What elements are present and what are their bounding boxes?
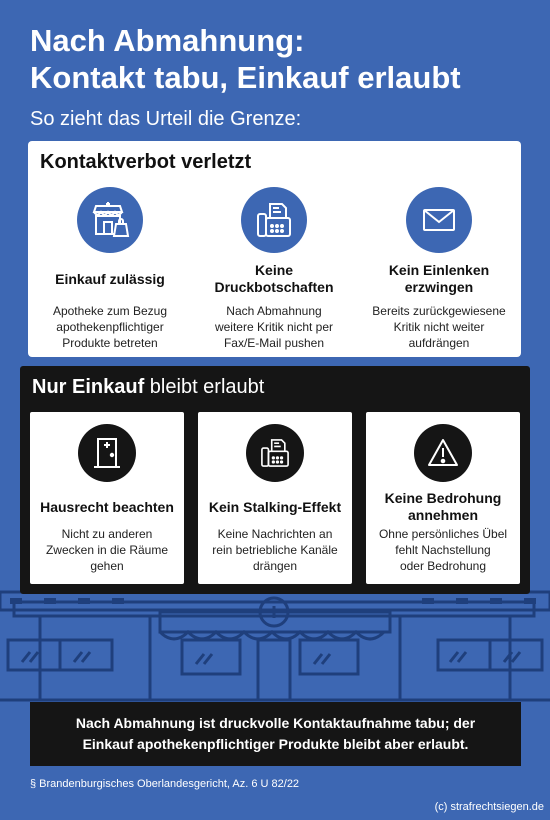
item-description xyxy=(194,303,354,351)
card-no-stalking xyxy=(198,412,352,584)
summary-box xyxy=(30,702,521,766)
fax-machine-icon xyxy=(246,424,304,482)
card-no-threat xyxy=(366,412,520,584)
item-title xyxy=(194,259,354,299)
fax-machine-icon xyxy=(241,187,307,253)
description-line: Produkte betreten xyxy=(62,336,158,350)
card-house-rules xyxy=(30,412,184,584)
description-line: Zwecken in die Räume xyxy=(45,543,169,557)
summary-line-2: Einkauf apothekenpflichtiger Produkte bleibt aber erlaubt. xyxy=(82,736,469,752)
title-line-2: Kontakt tabu, Einkauf erlaubt xyxy=(30,60,461,95)
summary-line-1: Nach Abmahnung ist druckvolle Kontaktaufnahme tabu; der xyxy=(75,715,476,731)
description-line: Apotheke zum Bezug xyxy=(52,304,168,318)
page-subtitle: So zieht das Urteil die Grenze: xyxy=(30,108,302,130)
heading-rest: bleibt erlaubt xyxy=(144,376,265,398)
item-title-line: Kein Einlenken xyxy=(388,262,490,278)
contact-ban-heading: Kontaktverbot verletzt xyxy=(40,151,252,173)
item-no-forced-concession xyxy=(359,187,519,351)
description-line: rein betriebliche Kanäle xyxy=(212,543,338,557)
description-line: Nach Abmahnung xyxy=(226,304,322,318)
court-source: § Brandenburgisches Oberlandesgericht, Az. 6 U 82/22 xyxy=(30,778,300,790)
description-line: Keine Nachrichten an xyxy=(217,527,333,541)
card-description xyxy=(30,526,184,574)
card-title xyxy=(30,488,184,526)
card-title xyxy=(366,488,520,526)
item-title-line: erzwingen xyxy=(404,279,474,295)
card-description xyxy=(366,526,520,574)
card-title-line: Kein Stalking-Effekt xyxy=(208,498,342,515)
card-title xyxy=(198,488,352,526)
item-description xyxy=(359,303,519,351)
card-title-line: annehmen xyxy=(407,507,478,523)
description-line: drängen xyxy=(252,559,298,573)
warning-triangle-icon xyxy=(414,424,472,482)
description-line: Nicht zu anderen xyxy=(61,527,153,541)
purchase-only-panel xyxy=(20,366,530,594)
contact-ban-panel xyxy=(28,141,521,357)
page-title xyxy=(30,22,530,96)
card-description xyxy=(198,526,352,574)
door-icon xyxy=(78,424,136,482)
item-title-line: Druckbotschaften xyxy=(214,279,334,295)
description-line: gehen xyxy=(90,559,124,573)
description-line: apothekenpflichtiger xyxy=(56,320,164,334)
description-line: Fax/E-Mail pushen xyxy=(223,336,325,350)
description-line: fehlt Nachstellung xyxy=(395,543,491,557)
card-title-line: Keine Bedrohung xyxy=(384,490,502,506)
purchase-only-heading xyxy=(32,376,264,399)
description-line: aufdrängen xyxy=(408,336,470,350)
description-line: Kritik nicht weiter xyxy=(393,320,485,334)
description-line: Bereits zurückgewiesene xyxy=(372,304,506,318)
item-no-pressure-messages xyxy=(194,187,354,351)
item-title-line: Einkauf zulässig xyxy=(55,270,165,287)
item-title xyxy=(359,259,519,299)
title-line-1: Nach Abmahnung: xyxy=(30,23,305,58)
item-purchase-allowed xyxy=(30,187,190,351)
heading-bold: Nur Einkauf xyxy=(32,376,145,398)
envelope-icon xyxy=(406,187,472,253)
card-title-line: Hausrecht beachten xyxy=(40,498,174,515)
pharmacy-shop-icon xyxy=(77,187,143,253)
copyright-credit: (c) strafrechtsiegen.de xyxy=(434,801,544,813)
item-title xyxy=(30,259,190,299)
description-line: Ohne persönliches Übel xyxy=(378,527,508,541)
item-title-line: Keine xyxy=(254,262,294,278)
item-description xyxy=(30,303,190,351)
description-line: weitere Kritik nicht per xyxy=(214,320,334,334)
description-line: oder Bedrohung xyxy=(399,559,487,573)
